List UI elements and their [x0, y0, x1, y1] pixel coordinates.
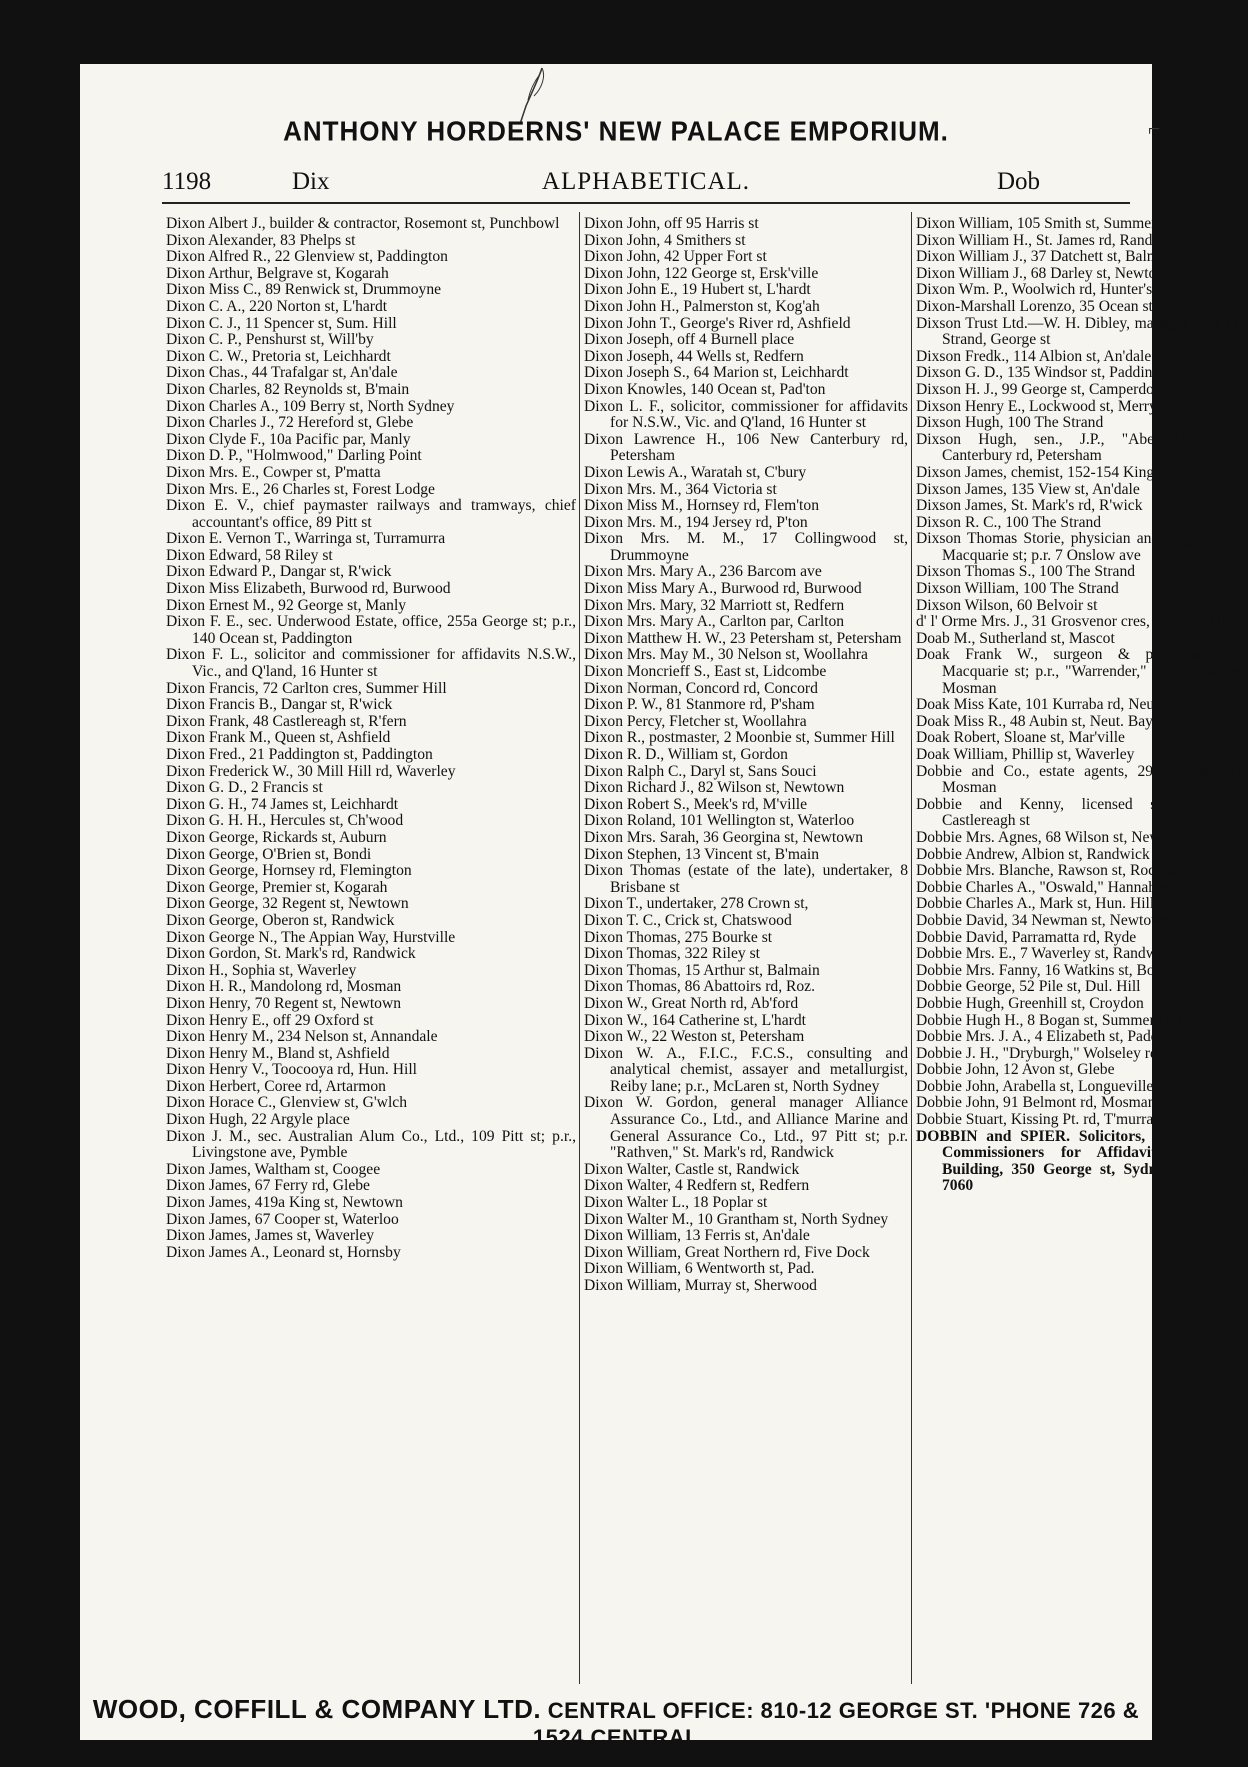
- directory-entry: Dixon Edward, 58 Riley st: [166, 546, 333, 564]
- directory-entry: DOBBIN and SPIER. Solicitors, Notaries, and Commissioners for Affidavits, Equitable Building, 350 George st, Sydney. Tel., City 7060: [916, 1127, 1248, 1195]
- directory-entry: Dixon William, 6 Wentworth st, Pad.: [584, 1260, 815, 1278]
- directory-entry: Dobbie and Co., estate agents, 291 Military rd, Mosman: [916, 762, 1248, 797]
- directory-entry: Dobbie Hugh, Greenhill st, Croydon: [916, 994, 1144, 1012]
- directory-entry: Dixson Henry E., Lockwood st, Merrylands: [916, 397, 1190, 415]
- directory-entry: Dixon George, O'Brien st, Bondi: [166, 845, 372, 863]
- directory-entry: Dixson Trust Ltd.—W. H. Dibley, manager, 100 The Strand, George st: [916, 314, 1248, 349]
- directory-entry: Dixson G. D., 135 Windsor st, Paddington: [916, 364, 1181, 382]
- margin-mark-icon: ⌐: [1148, 116, 1161, 141]
- directory-entry: Dixon John, 4 Smithers st: [584, 231, 746, 249]
- directory-entry: Dobbie J. H., "Dryburgh," Wolseley rd, Point Piper: [916, 1044, 1236, 1062]
- directory-entry: Dobbie Mrs. J. A., 4 Elizabeth st, Paddington: [916, 1028, 1199, 1046]
- directory-entry: Dixon T. C., Crick st, Chatswood: [584, 911, 792, 929]
- directory-entry: Dixson William, 100 The Strand: [916, 580, 1119, 598]
- directory-entry: Dixon Mrs. Mary, 32 Marriott st, Redfern: [584, 596, 845, 614]
- directory-entry: Dixon George, Oberon st, Randwick: [166, 911, 395, 929]
- directory-entry: Doak Miss Kate, 101 Kurraba rd, Neutral Bay: [916, 696, 1204, 714]
- directory-entry: Dixon W. A., F.I.C., F.C.S., consulting and analytical chemist, assayer and metallurgist, Reiby lane; p.r., McLaren st, North Sydney: [584, 1044, 908, 1095]
- directory-entry: Dixon Stephen, 13 Vincent st, B'main: [584, 845, 820, 863]
- directory-entry: Dixson Wilson, 60 Belvoir st: [916, 596, 1098, 614]
- directory-entry: Dixon Henry M., Bland st, Ashfield: [166, 1044, 390, 1062]
- directory-entry: Dixon Roland, 101 Wellington st, Waterloo: [584, 812, 855, 830]
- directory-entry: Dixson James, chemist, 152-154 King st: [916, 463, 1169, 481]
- directory-entry: Dixon William J., 37 Datchett st, Balmain: [916, 248, 1178, 266]
- directory-entry: Dixon George N., The Appian Way, Hurstville: [166, 928, 456, 946]
- directory-entry: Dixon William H., St. James rd, Randwick: [916, 231, 1183, 249]
- directory-entry: Dixon James A., Leonard st, Hornsby: [166, 1243, 401, 1261]
- directory-entry: Dobbie David, 34 Newman st, Newtown: [916, 911, 1171, 929]
- directory-entry: Dixon Thomas, 275 Bourke st: [584, 928, 773, 946]
- directory-entry: Dixon James, 67 Cooper st, Waterloo: [166, 1210, 399, 1228]
- directory-entry: Dixon Horace C., Glenview st, G'wlch: [166, 1094, 407, 1112]
- directory-entry: Dobbie and Kenny, licensed surveyors, 2b Castlereagh st: [916, 795, 1248, 830]
- directory-entry: Dixon Fred., 21 Paddington st, Paddington: [166, 746, 433, 763]
- directory-entry: Dixon T., undertaker, 278 Crown st,: [584, 895, 809, 913]
- page-header: ANTHONY HORDERNS' NEW PALACE EMPORIUM.: [283, 115, 949, 147]
- directory-entry: Dixon Wm. P., Woolwich rd, Hunter's Hill: [916, 281, 1181, 299]
- directory-column-1: [166, 216, 576, 1686]
- directory-entry: Dixon William, 105 Smith st, Summer Hill: [916, 215, 1185, 232]
- directory-entry: Dixon Richard J., 82 Wilson st, Newtown: [584, 779, 845, 797]
- directory-entry: Dixon Mrs. May M., 30 Nelson st, Woollahra: [584, 646, 868, 664]
- directory-entry: Dixon Mrs. M. M., 17 Collingwood st, Drummoyne: [584, 530, 908, 564]
- directory-entry: Dixon D. P., "Holmwood," Darling Point: [166, 447, 422, 465]
- directory-entry: Dobbie Mrs. Fanny, 16 Watkins st, Bondi: [916, 961, 1175, 979]
- directory-entry: Dixon Percy, Fletcher st, Woollahra: [584, 712, 807, 730]
- directory-entry: Dixon James, 67 Ferry rd, Glebe: [166, 1177, 370, 1195]
- directory-entry: Doak Frank W., surgeon & physician, 235 Macquarie st; p.r., "Warrender," 90 Military rd, Mosman: [916, 646, 1248, 697]
- directory-entry: Dixon Francis B., Dangar st, R'wick: [166, 696, 393, 714]
- directory-entry: Dixon Joseph, off 4 Burnell place: [584, 331, 795, 349]
- directory-column-2: [584, 216, 908, 1686]
- directory-entry: Dixson Thomas S., 100 The Strand: [916, 563, 1136, 581]
- directory-entry: Dixon C. W., Pretoria st, Leichhardt: [166, 347, 391, 365]
- directory-entry: Dixon Thomas, 86 Abattoirs rd, Roz.: [584, 978, 816, 996]
- directory-entry: Dixon Thomas, 322 Riley st: [584, 945, 761, 963]
- directory-entry: Dixon P. W., 81 Stanmore rd, P'sham: [584, 696, 815, 714]
- directory-entry: Dixon C. P., Penshurst st, Will'by: [166, 331, 374, 349]
- section-title: ALPHABETICAL.: [541, 168, 751, 195]
- directory-entry: Dixon W. Gordon, general manager Alliance Assurance Co., Ltd., and Alliance Marine and General Assurance Co., Ltd., 97 Pitt st; p.r. "Rathven," St. Mark's rd, Randwick: [584, 1094, 908, 1162]
- guide-word-left: Dix: [292, 168, 330, 195]
- directory-entry: Dixon Francis, 72 Carlton cres, Summer Hill: [166, 679, 447, 697]
- directory-entry: Dixon C. A., 220 Norton st, L'hardt: [166, 297, 388, 315]
- directory-entry: Doab M., Sutherland st, Mascot: [916, 629, 1115, 647]
- directory-entry: Dixon Walter M., 10 Grantham st, North Sydney: [584, 1210, 889, 1228]
- directory-entry: Doak Miss R., 48 Aubin st, Neut. Bay: [916, 712, 1153, 730]
- directory-entry: Dixon Thomas (estate of the late), undertaker, 8 Brisbane st: [584, 862, 908, 896]
- directory-entry: Dixon Herbert, Coree rd, Artarmon: [166, 1077, 386, 1095]
- footer-office: CENTRAL OFFICE: 810-12 GEORGE ST. 'PHONE 726 & 1524 CENTRAL: [532, 1698, 1140, 1750]
- directory-entry: Dobbie Charles A., "Oswald," Hannah st, Beecroft: [916, 878, 1232, 896]
- directory-entry: Dobbie John, 12 Avon st, Glebe: [916, 1061, 1115, 1079]
- directory-entry: Dixon Thomas, 15 Arthur st, Balmain: [584, 961, 820, 979]
- directory-entry: Dixon Henry V., Toocooya rd, Hun. Hill: [166, 1061, 417, 1079]
- directory-entry: Dixon George, 32 Regent st, Newtown: [166, 895, 409, 913]
- directory-entry: Dixon G. H., 74 James st, Leichhardt: [166, 795, 399, 813]
- directory-entry: Dixon F. L., solicitor and commissioner for affidavits N.S.W., Vic., and Q'land, 16 Hunter st: [166, 646, 576, 681]
- directory-entry: Dixon Albert J., builder & contractor, Rosemont st, Punchbowl: [166, 215, 560, 232]
- directory-entry: Dixson R. C., 100 The Strand: [916, 513, 1102, 531]
- directory-entry: Dixson Hugh, sen., J.P., "Abergeldie," Old Canterbury rd, Petersham: [916, 430, 1248, 465]
- directory-entry: Dobbie Mrs. Agnes, 68 Wilson st, Newtown: [916, 828, 1192, 846]
- directory-entry: Dixon L. F., solicitor, commissioner for affidavits for N.S.W., Vic. and Q'land, 16 Hunter st: [584, 397, 908, 432]
- directory-entry: Dixon Gordon, St. Mark's rd, Randwick: [166, 945, 416, 963]
- directory-entry: Dixon Knowles, 140 Ocean st, Pad'ton: [584, 380, 826, 398]
- directory-entry: Dixon James, 419a King st, Newtown: [166, 1194, 403, 1212]
- directory-entry: Dobbie George, 52 Pile st, Dul. Hill: [916, 978, 1141, 996]
- directory-entry: d' l' Orme Mrs. J., 31 Grosvenor cres, Summer Hill: [916, 613, 1235, 631]
- directory-entry: Dixon R. D., William st, Gordon: [584, 746, 788, 763]
- directory-entry: Dixon John H., Palmerston st, Kog'ah: [584, 297, 820, 315]
- directory-entry: Dobbie Charles A., Mark st, Hun. Hill: [916, 895, 1155, 913]
- directory-entry: Dixon W., 164 Catherine st, L'hardt: [584, 1011, 806, 1029]
- directory-entry: Dixon Frank, 48 Castlereagh st, R'fern: [166, 712, 407, 730]
- directory-entry: Dixon Frank M., Queen st, Ashfield: [166, 729, 391, 747]
- directory-entry: Dixon Henry M., 234 Nelson st, Annandale: [166, 1028, 438, 1046]
- directory-entry: Dixon Moncrieff S., East st, Lidcombe: [584, 663, 827, 681]
- directory-entry: Dobbie David, Parramatta rd, Ryde: [916, 928, 1137, 946]
- directory-entry: Dixon Lewis A., Waratah st, C'bury: [584, 463, 807, 481]
- directory-entry: Doak Robert, Sloane st, Mar'ville: [916, 729, 1125, 747]
- directory-entry: Dixon Edward P., Dangar st, R'wick: [166, 563, 392, 581]
- directory-entry: Dixson Thomas Storie, physician and surgeon, 225 Macquarie st; p.r. 7 Onslow ave: [916, 530, 1248, 564]
- directory-entry: Dixon Charles J., 72 Hereford st, Glebe: [166, 414, 414, 432]
- directory-entry: Dobbie Stuart, Kissing Pt. rd, T'murra: [916, 1111, 1154, 1129]
- column-rule: [911, 212, 912, 1684]
- guide-word-right: Dob: [996, 168, 1040, 195]
- directory-entry: Dixson Hugh, 100 The Strand: [916, 414, 1104, 432]
- directory-entry: Dixon Charles, 82 Reynolds st, B'main: [166, 380, 410, 398]
- directory-entry: Dixon Miss M., Hornsey rd, Flem'ton: [584, 497, 819, 515]
- directory-entry: Dixon H. R., Mandolong rd, Mosman: [166, 978, 402, 996]
- directory-entry: Dixon Mrs. E., 26 Charles st, Forest Lodge: [166, 480, 435, 498]
- directory-entry: Dixon W., 22 Weston st, Petersham: [584, 1028, 805, 1046]
- directory-entry: Dixon Alfred R., 22 Glenview st, Paddington: [166, 248, 448, 266]
- directory-entry: Dixon Miss Elizabeth, Burwood rd, Burwood: [166, 580, 451, 598]
- directory-entry: Dixon Robert S., Meek's rd, M'ville: [584, 795, 808, 813]
- directory-entry: Dixon James, Waltham st, Coogee: [166, 1160, 381, 1178]
- directory-entry: Dixon Walter, Castle st, Randwick: [584, 1160, 800, 1178]
- directory-entry: Dixon F. E., sec. Underwood Estate, office, 255a George st; p.r., 140 Ocean st, Paddington: [166, 613, 576, 647]
- column-rule: [579, 212, 580, 1684]
- directory-entry: Dixson James, St. Mark's rd, R'wick: [916, 497, 1143, 515]
- page-footer: [80, 1694, 1152, 1751]
- directory-entry: Dixon James, James st, Waverley: [166, 1227, 375, 1245]
- directory-entry: Dixon G. D., 2 Francis st: [166, 779, 323, 797]
- directory-entry: Dixon Norman, Concord rd, Concord: [584, 679, 818, 697]
- directory-entry: Dixon Frederick W., 30 Mill Hill rd, Waverley: [166, 762, 456, 780]
- directory-entry: Dixon George, Rickards st, Auburn: [166, 828, 387, 846]
- directory-entry: Dobbie Andrew, Albion st, Randwick: [916, 845, 1150, 863]
- directory-entry: Dixon Mrs. Sarah, 36 Georgina st, Newtown: [584, 828, 864, 846]
- directory-entry: Dixon Chas., 44 Trafalgar st, An'dale: [166, 364, 398, 382]
- directory-entry: Dixson James, 135 View st, An'dale: [916, 480, 1140, 498]
- directory-entry: Dobbie John, 91 Belmont rd, Mosman: [916, 1094, 1156, 1112]
- directory-entry: Dixon George, Hornsey rd, Flemington: [166, 862, 412, 880]
- directory-entry: Dixon Hugh, 22 Argyle place: [166, 1111, 350, 1129]
- directory-entry: Dixon Mrs. M., 364 Victoria st: [584, 480, 777, 498]
- directory-entry: Dixon Mrs. M., 194 Jersey rd, P'ton: [584, 513, 808, 531]
- directory-entry: Dixon G. H. H., Hercules st, Ch'wood: [166, 812, 404, 830]
- directory-entry: Dixon Charles A., 109 Berry st, North Sydney: [166, 397, 455, 415]
- directory-entry: Dixon Mrs. E., Cowper st, P'matta: [166, 463, 381, 481]
- directory-entry: Dixon William, 13 Ferris st, An'dale: [584, 1227, 810, 1245]
- directory-entry: Dixon Ralph C., Daryl st, Sans Souci: [584, 762, 817, 780]
- directory-entry: Dixon C. J., 11 Spencer st, Sum. Hill: [166, 314, 397, 332]
- directory-page: [80, 64, 1248, 1750]
- directory-entry: Dixon William J., 68 Darley st, Newtown: [916, 264, 1176, 282]
- directory-entry: Dixon E. Vernon T., Warringa st, Turramurra: [166, 530, 446, 548]
- directory-entry: Dixon J. M., sec. Australian Alum Co., Ltd., 109 Pitt st; p.r., Livingstone ave, Pymble: [166, 1127, 576, 1162]
- running-head: [162, 166, 1130, 204]
- directory-entry: Dixon Henry E., off 29 Oxford st: [166, 1011, 374, 1029]
- directory-entry: Dobbie Hugh H., 8 Bogan st, Summer Hill: [916, 1011, 1183, 1029]
- directory-entry: Dixon John E., 19 Hubert st, L'hardt: [584, 281, 811, 299]
- directory-entry: Dixon Alexander, 83 Phelps st: [166, 231, 356, 249]
- directory-entry: Dixon Matthew H. W., 23 Petersham st, Petersham: [584, 629, 902, 647]
- directory-entry: Dixon Ernest M., 92 George st, Manly: [166, 596, 407, 614]
- directory-entry: Dixon Mrs. Mary A., 236 Barcom ave: [584, 563, 822, 581]
- directory-entry: Dixon Henry, 70 Regent st, Newtown: [166, 994, 402, 1012]
- directory-entry: Dobbie Mrs. Blanche, Rawson st, Rockdale: [916, 862, 1189, 880]
- directory-entry: Dixon E. V., chief paymaster railways and tramways, chief accountant's office, 89 Pitt st: [166, 497, 576, 531]
- directory-entry: Dixon John, off 95 Harris st: [584, 215, 759, 232]
- directory-entry: Dixon George, Premier st, Kogarah: [166, 878, 388, 896]
- directory-entry: Doak William, Phillip st, Waverley: [916, 746, 1135, 763]
- directory-entry: Dixon-Marshall Lorenzo, 35 Ocean st, Bondi: [916, 297, 1199, 315]
- directory-entry: Dixon Clyde F., 10a Pacific par, Manly: [166, 430, 411, 448]
- directory-entry: Dixon H., Sophia st, Waverley: [166, 961, 357, 979]
- page-number: 1198: [162, 168, 212, 195]
- directory-entry: Dixson Fredk., 114 Albion st, An'dale: [916, 347, 1152, 365]
- directory-entry: Dixon Miss Mary A., Burwood rd, Burwood: [584, 580, 862, 598]
- directory-entry: Dixon Lawrence H., 106 New Canterbury rd, Petersham: [584, 430, 908, 465]
- directory-entry: Dixon Joseph S., 64 Marion st, Leichhardt: [584, 364, 849, 382]
- directory-entry: Dixon John, 122 George st, Ersk'ville: [584, 264, 819, 282]
- directory-entry: Dobbie John, Arabella st, Longueville: [916, 1077, 1154, 1095]
- directory-entry: Dixon William, Murray st, Sherwood: [584, 1277, 817, 1294]
- footer-company: WOOD, COFFILL & COMPANY LTD.: [92, 1694, 542, 1724]
- directory-entry: Dixon John, 42 Upper Fort st: [584, 248, 767, 266]
- directory-entry: Dixon Walter, 4 Redfern st, Redfern: [584, 1177, 810, 1195]
- directory-entry: Dixon W., Great North rd, Ab'ford: [584, 994, 799, 1012]
- directory-entry: Dobbie Mrs. E., 7 Waverley st, Randwick: [916, 945, 1177, 963]
- directory-entry: Dixon Mrs. Mary A., Carlton par, Carlton: [584, 613, 845, 631]
- directory-entry: Dixon John T., George's River rd, Ashfield: [584, 314, 851, 332]
- directory-entry: Dixon Joseph, 44 Wells st, Redfern: [584, 347, 804, 365]
- directory-entry: Dixon Miss C., 89 Renwick st, Drummoyne: [166, 281, 442, 299]
- directory-entry: Dixson H. J., 99 George st, Camperdown: [916, 380, 1173, 398]
- directory-entry: Dixon Walter L., 18 Poplar st: [584, 1194, 768, 1212]
- directory-entry: Dixon R., postmaster, 2 Moonbie st, Summer Hill: [584, 729, 895, 747]
- directory-column-3: [916, 216, 1248, 1686]
- directory-entry: Dixon William, Great Northern rd, Five Dock: [584, 1243, 870, 1261]
- directory-entry: Dixon Arthur, Belgrave st, Kogarah: [166, 264, 389, 282]
